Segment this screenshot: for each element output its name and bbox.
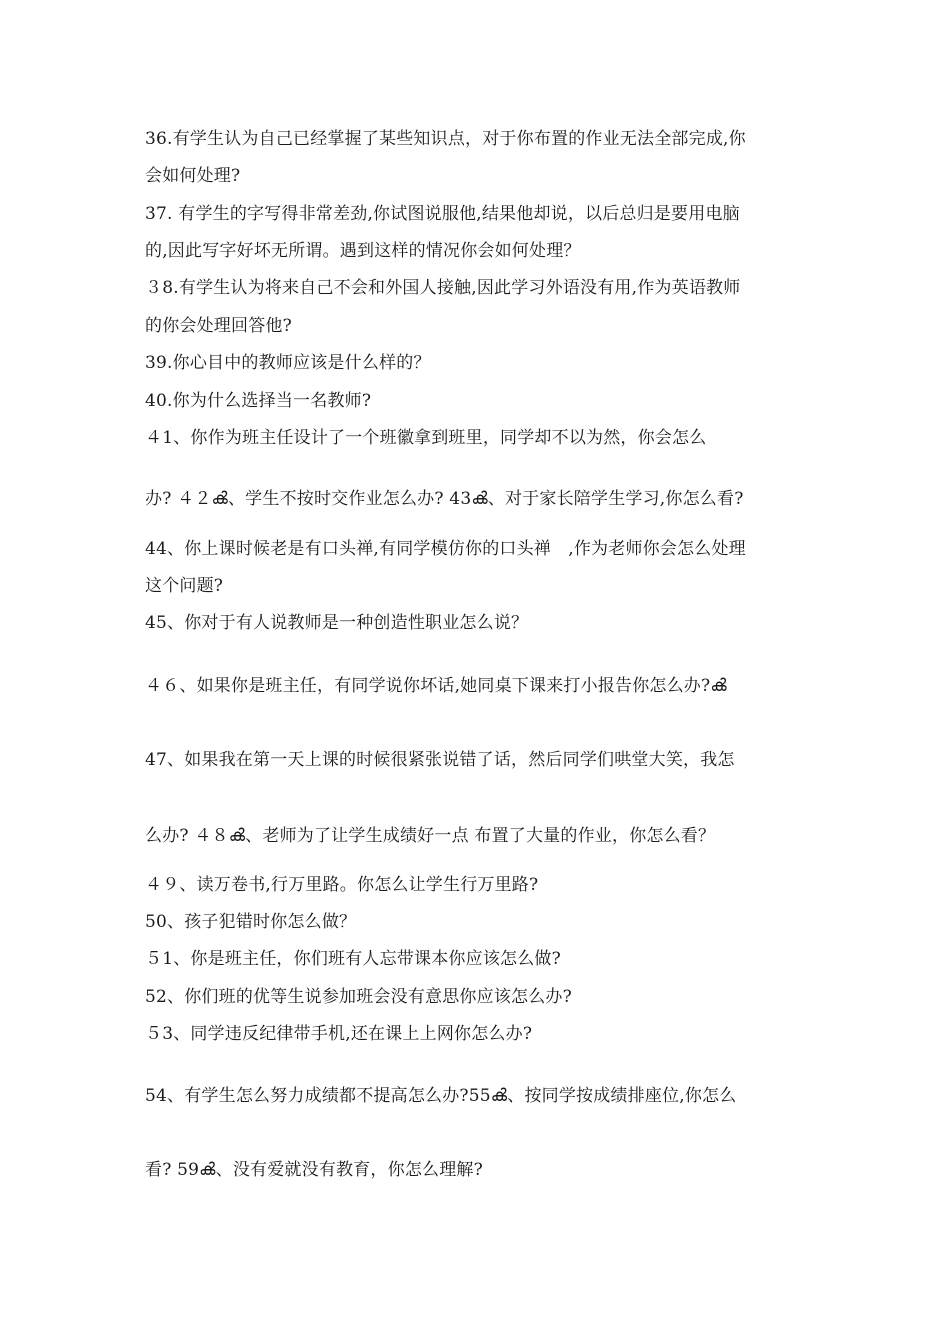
- text-line: ４９、读万卷书,行万里路。你怎么让学生行万里路?: [145, 875, 539, 895]
- text-line: 看? 59ൿ、没有爱就没有教育，你怎么理解?: [145, 1160, 483, 1180]
- text-line: 40.你为什么选择当一名教师?: [145, 391, 372, 411]
- text-line: ４1、你作为班主任设计了一个班徽拿到班里，同学却不以为然，你会怎么: [145, 428, 707, 448]
- text-line: 的,因此写字好坏无所谓。遇到这样的情况你会如何处理？: [145, 241, 581, 261]
- text-line: 的你会处理回答他?: [145, 316, 292, 336]
- text-line: 37. 有学生的字写得非常差劲,你试图说服他,结果他却说，以后总归是要用电脑: [145, 204, 740, 224]
- text-line: ５1、你是班主任，你们班有人忘带课本你应该怎么做?: [145, 949, 561, 969]
- text-line: 36.有学生认为自己已经掌握了某些知识点，对于你布置的作业无法全部完成,你: [145, 129, 746, 149]
- text-line: 47、如果我在第一天上课的时候很紧张说错了话，然后同学们哄堂大笑，我怎: [145, 750, 735, 770]
- text-line: 52、你们班的优等生说参加班会没有意思你应该怎么办?: [145, 987, 572, 1007]
- text-line: ３8.有学生认为将来自己不会和外国人接触,因此学习外语没有用,作为英语教师: [145, 278, 741, 298]
- text-line: 这个问题?: [145, 576, 224, 596]
- text-line: 44、你上课时候老是有口头禅,有同学模仿你的口头禅 ,作为老师你会怎么处理: [145, 539, 746, 559]
- text-line: 么办? ４８ൿ、老师为了让学生成绩好一点 布置了大量的作业，你怎么看？: [145, 826, 716, 846]
- text-line: ５3、同学违反纪律带手机,还在课上上网你怎么办?: [145, 1024, 533, 1044]
- text-line: 39.你心目中的教师应该是什么样的？: [145, 353, 431, 373]
- text-line: 45、你对于有人说教师是一种创造性职业怎么说？: [145, 613, 529, 633]
- text-line: 54、有学生怎么努力成绩都不提高怎么办?55ൿ、按同学按成绩排座位,你怎么: [145, 1086, 737, 1106]
- text-line: 会如何处理?: [145, 166, 241, 186]
- text-line: 50、孩子犯错时你怎么做？: [145, 912, 357, 932]
- text-line: ４６、如果你是班主任，有同学说你坏话,她同桌下课来打小报告你怎么办?ൿ: [145, 676, 727, 696]
- text-line: 办? ４２ൿ、学生不按时交作业怎么办? 43ൿ、对于家长陪学生学习,你怎么看?: [145, 489, 744, 509]
